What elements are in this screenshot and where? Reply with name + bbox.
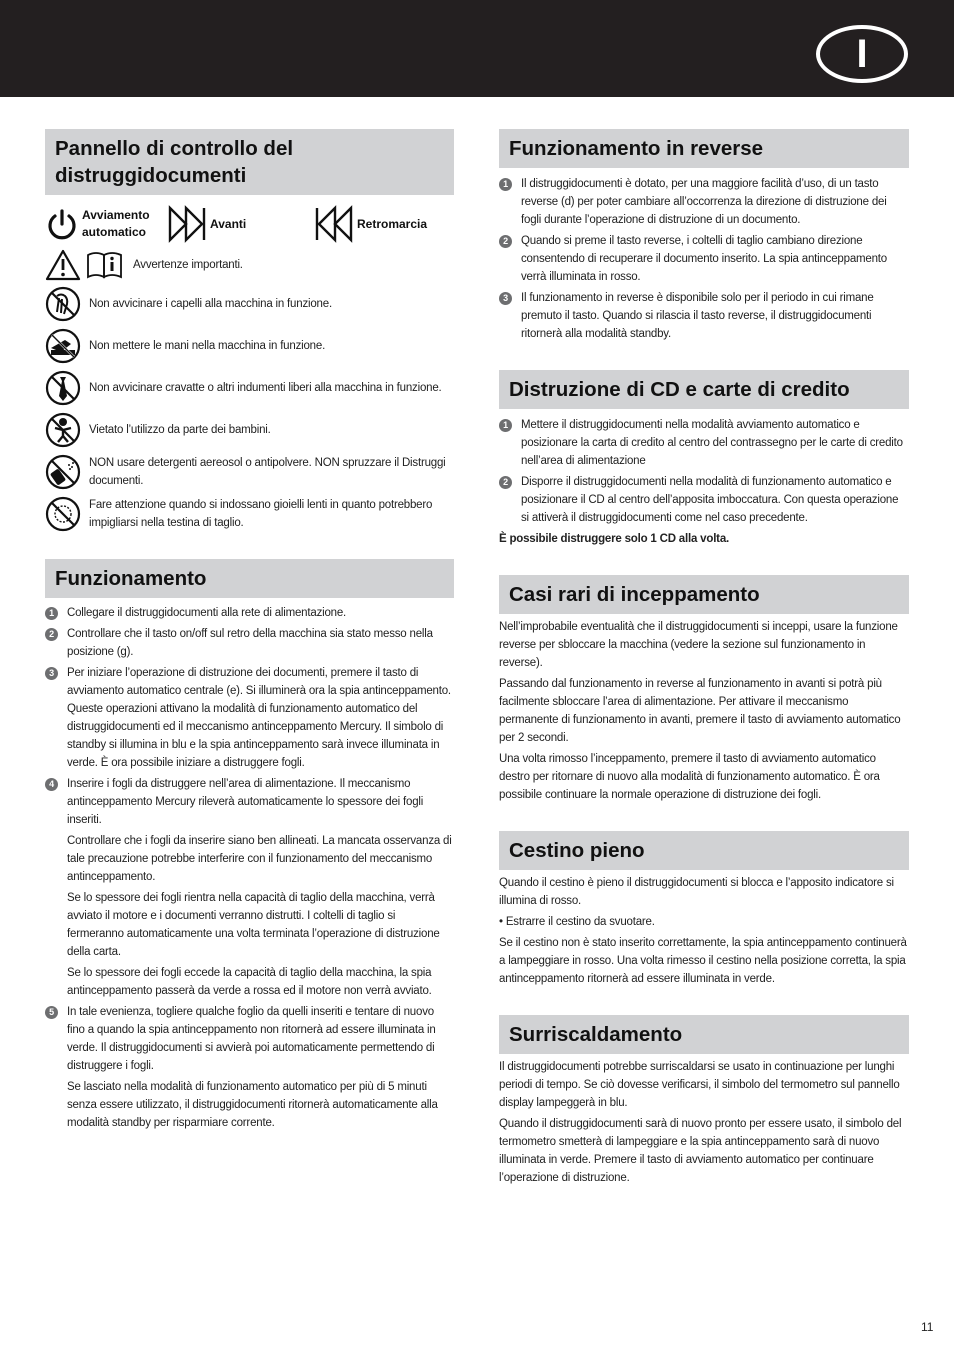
step-number-badge: 4 (45, 778, 58, 791)
warning-item (45, 493, 454, 535)
list-item (45, 1003, 454, 1132)
no-jewelry-icon (45, 496, 81, 532)
reverse-control (314, 205, 427, 243)
auto-start-label: Avviamento automatico (82, 208, 150, 239)
warning-text: Non avvicinare i capelli alla macchina in funzione. (89, 298, 332, 310)
warning-item (45, 325, 454, 367)
reverse-steps (499, 175, 909, 343)
warning-item (45, 409, 454, 451)
step-text: Disporre il distruggidocumenti nella modalità di funzionamento automatico e posizionare il CD al centro dell’apposita imboccatura. Con questa operazione si attiverà il distruggidocumenti come nel caso precedente. (521, 476, 899, 524)
bullet-item: • Estrarre il cestino da svuotare. (499, 916, 655, 928)
step-text: Collegare il distruggidocumenti alla rete di alimentazione. (67, 607, 347, 619)
bin-full-title: Cestino pieno (499, 831, 909, 870)
language-badge: I (816, 25, 908, 83)
manual-info-icon (85, 249, 125, 281)
paragraph: Il distruggidocumenti potrebbe surriscaldarsi se usato in continuazione per lunghi periodi di tempo. Se ciò dovesse verificarsi, il simbolo del termometro sul pannello display lampeggerà in blu. (499, 1061, 900, 1109)
step-note: Se lo spessore dei fogli eccede la capacità di taglio della macchina, la spia antinceppamento passerà da verde a rossa ed il motore non verrà avviato. (67, 967, 432, 997)
step-text: Il funzionamento in reverse è disponibile solo per il periodo in cui rimane premuto il tasto. Quando si rilascia il tasto reverse, il distruggidocumenti ritornerà alla modalità standby. (521, 292, 874, 340)
step-note: Se lo spessore dei fogli rientra nella capacità di taglio della macchina, verrà avviato il motore e i documenti verranno distrutti. I coltelli di taglio si fermeranno automaticamente una volta terminata l’operazione di distruzione della carta. (67, 892, 440, 958)
list-item (499, 416, 909, 470)
warning-item (45, 283, 454, 325)
step-number-badge: 1 (499, 419, 512, 432)
reverse-label: Retromarcia (357, 216, 428, 231)
step-text: Il distruggidocumenti è dotato, per una maggiore facilità d’uso, di un tasto reverse (d) per poter cambiare all’occorrenza la direzione di distruzione dei fogli durante l’operazione di distruzione di un documento. (521, 178, 887, 226)
step-number-badge: 1 (45, 607, 58, 620)
cd-steps (499, 416, 909, 527)
warning-item (45, 451, 454, 493)
step-number-badge: 2 (499, 235, 512, 248)
jams-title: Casi rari di inceppamento (499, 575, 909, 614)
safety-warnings-list (45, 283, 454, 535)
cd-title: Distruzione di CD e carte di credito (499, 370, 909, 409)
reverse-icon (314, 205, 354, 243)
important-warnings-text: Avvertenze importanti. (133, 259, 243, 271)
list-item (499, 473, 909, 527)
paragraph: Una volta rimosso l’inceppamento, premere il tasto di avviamento automatico destro per ritornare di nuovo alla modalità di funzionamento automatico. È ora possibile continuare la normale operazione di distruzione dei fogli. (499, 753, 880, 801)
page-number: 11 (921, 1320, 934, 1334)
no-aerosol-icon (45, 454, 81, 490)
bin-full-body (499, 874, 909, 988)
warning-item (45, 367, 454, 409)
operation-title: Funzionamento (45, 559, 454, 598)
header-bar (0, 0, 954, 97)
paragraph: Se il cestino non è stato inserito correttamente, la spia antinceppamento continuerà a lampeggiare in rosso. Una volta rimesso il cestino nella posizione corretta, la spia antinceppamento ritornerà ad essere illuminata in verde. (499, 937, 907, 985)
list-item (45, 775, 454, 1000)
paragraph: Passando dal funzionamento in reverse al funzionamento in avanti si potrà più facilmente sbloccare l’area di alimentazione. Per attivare il meccanismo permanente di funzionamento in avanti, premere il tasto di avviamento automatico per 2 secondi. (499, 678, 901, 744)
step-number-badge: 1 (499, 178, 512, 191)
step-text: In tale evenienza, togliere qualche foglio da quelli inseriti e tentare di nuovo fino a quando la spia antinceppamento non ritornerà ad essere illuminata in verde. Il distruggidocumenti si avvierà poi automaticamente permettendo di distruggere i fogli. (67, 1006, 436, 1072)
no-children-icon (45, 412, 81, 448)
reverse-title: Funzionamento in reverse (499, 129, 909, 168)
no-hands-icon (45, 328, 81, 364)
step-note: Se lasciato nella modalità di funzionamento automatico per più di 5 minuti senza essere utilizzato, il distruggidocumenti ritornerà automaticamente alla modalità standby per risparmiare corrente. (67, 1081, 438, 1129)
operation-steps (45, 604, 454, 1132)
forward-control (167, 205, 314, 243)
step-number-badge: 2 (499, 476, 512, 489)
warning-triangle-icon (45, 249, 81, 281)
power-icon (45, 207, 79, 241)
auto-start-control (45, 207, 167, 241)
warning-text: Non mettere le mani nella macchina in funzione. (89, 340, 326, 352)
paragraph: Quando il distruggidocumenti sarà di nuovo pronto per essere usato, il simbolo del termometro smetterà di lampeggiare e la spia antinceppamento sarà di nuovo illuminata in verde. Premere il tasto di avviamento automatico per continuare l’operazione di distruzione. (499, 1118, 902, 1184)
no-tie-icon (45, 370, 81, 406)
paragraph: Quando il cestino è pieno il distruggidocumenti si blocca e l’apposito indicatore si illumina di rosso. (499, 877, 894, 907)
important-warnings-row (45, 249, 454, 281)
jams-body (499, 618, 909, 804)
step-number-badge: 3 (499, 292, 512, 305)
no-hair-icon (45, 286, 81, 322)
step-text: Quando si preme il tasto reverse, i coltelli di taglio cambiano direzione consentendo di recuperare il documento inserito. La spia antinceppamento verrà illuminata in rosso. (521, 235, 887, 283)
list-item (45, 625, 454, 661)
step-text: Per iniziare l’operazione di distruzione dei documenti, premere il tasto di avviamento automatico centrale (e). Si illuminerà ora la spia antinceppamento. Queste operazioni attivano la modalità di funzionamento automatico del distruggidocumenti ed il meccanismo antinceppamento Mercury. Il simbolo di standby si illumina in blu e la spia antinceppamento sarà invece illuminata in verde. È ora possibile iniziare a distruggere fogli. (67, 667, 451, 769)
list-item (45, 604, 454, 622)
right-column (499, 129, 909, 1187)
list-item (499, 289, 909, 343)
left-column (45, 129, 454, 1135)
warning-text: Fare attenzione quando si indossano gioielli lenti in quanto potrebbero impigliarsi nella testina di taglio. (89, 499, 433, 529)
paragraph: Nell’improbabile eventualità che il distruggidocumenti si inceppi, usare la funzione reverse per sbloccare la macchina (vedere la sezione sul funzionamento in reverse). (499, 621, 898, 669)
cd-note: È possibile distruggere solo 1 CD alla volta. (499, 533, 730, 545)
list-item (499, 175, 909, 229)
warning-text: NON usare detergenti aereosol o antipolvere. NON spruzzare il Distruggi documenti. (89, 457, 446, 487)
list-item (45, 664, 454, 772)
list-item (499, 232, 909, 286)
step-text: Mettere il distruggidocumenti nella modalità avviamento automatico e posizionare la carta di credito al centro del contrassegno per le carte di credito nell’area di alimentazione (521, 419, 903, 467)
control-buttons (45, 205, 454, 243)
step-text: Inserire i fogli da distruggere nell’area di alimentazione. Il meccanismo antinceppamento Mercury rileverà automaticamente lo spessore dei fogli inseriti. (67, 778, 424, 826)
step-note: Controllare che i fogli da inserire siano ben allineati. La mancata osservanza di tale precauzione potrebbe interferire con il funzionamento del meccanismo antinceppamento. (67, 835, 452, 883)
step-number-badge: 5 (45, 1006, 58, 1019)
warning-text: Vietato l’utilizzo da parte dei bambini. (89, 424, 271, 436)
forward-label: Avanti (210, 216, 247, 231)
control-panel-title: Pannello di controllo del distruggidocumenti (45, 129, 454, 195)
forward-icon (167, 205, 207, 243)
step-text: Controllare che il tasto on/off sul retro della macchina sia stato messo nella posizione (g). (67, 628, 433, 658)
overheat-body (499, 1058, 909, 1187)
step-number-badge: 2 (45, 628, 58, 641)
step-number-badge: 3 (45, 667, 58, 680)
warning-text: Non avvicinare cravatte o altri indumenti liberi alla macchina in funzione. (89, 382, 442, 394)
overheat-title: Surriscaldamento (499, 1015, 909, 1054)
